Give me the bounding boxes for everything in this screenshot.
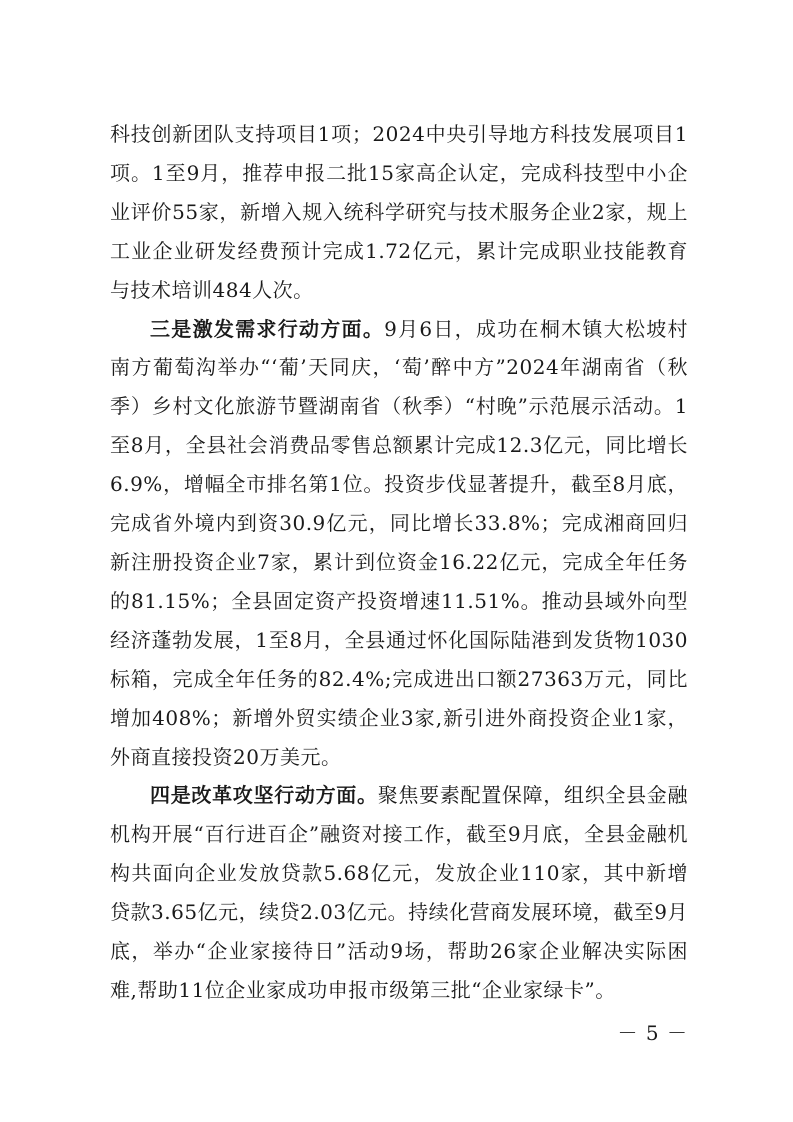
paragraph-2-heading: 三是激发需求行动方面。	[150, 316, 385, 341]
page-number: － 5 －	[617, 1021, 688, 1045]
paragraph-3-heading: 四是改革攻坚行动方面。	[150, 783, 378, 808]
paragraph-3-text: 聚焦要素配置保障，组织全县金融机构开展“百行进百企”融资对接工作，截至9月底，全县金融机构共面向企业发放贷款5.68亿元，发放企业110家，其中新增贷款3.65亿元，续贷2.03亿元。持续化营商发展环境，截至9月底，举办“企业家接待日”活动9场，帮助26家企业解决实际困难,帮助11位企业家成功申报市级第三批“企业家绿卡”。	[110, 783, 689, 1002]
body-text	[110, 115, 688, 1010]
paragraph-1-text: 科技创新团队支持项目1项；2024中央引导地方科技发展项目1项。1至9月，推荐申报二批15家高企认定，完成科技型中小企业评价55家，新增入规入统科学研究与技术服务企业2家，规上工业企业研发经费预计完成1.72亿元，累计完成职业技能教育与技术培训484人次。	[110, 122, 688, 302]
paragraph-2	[110, 310, 688, 777]
paragraph-3	[110, 776, 688, 1009]
paragraph-1	[110, 115, 688, 310]
paragraph-2-text: 9月6日，成功在桐木镇大松坡村南方葡萄沟举办“‘葡’天同庆，‘萄’醉中方”2024年湖南省（秋季）乡村文化旅游节暨湖南省（秋季）“村晚”示范展示活动。1至8月，全县社会消费品零售总额累计完成12.3亿元，同比增长6.9%，增幅全市排名第1位。投资步伐显著提升，截至8月底，完成省外境内到资30.9亿元，同比增长33.8%；完成湘商回归新注册投资企业7家，累计到位资金16.22亿元，完成全年任务的81.15%；全县固定资产投资增速11.51%。推动县域外向型经济蓬勃发展，1至8月，全县通过怀化国际陆港到发货物1030标箱，完成全年任务的82.4%;完成进出口额27363万元，同比增加408%；新增外贸实绩企业3家,新引进外商投资企业1家，外商直接投资20万美元。	[110, 316, 689, 769]
